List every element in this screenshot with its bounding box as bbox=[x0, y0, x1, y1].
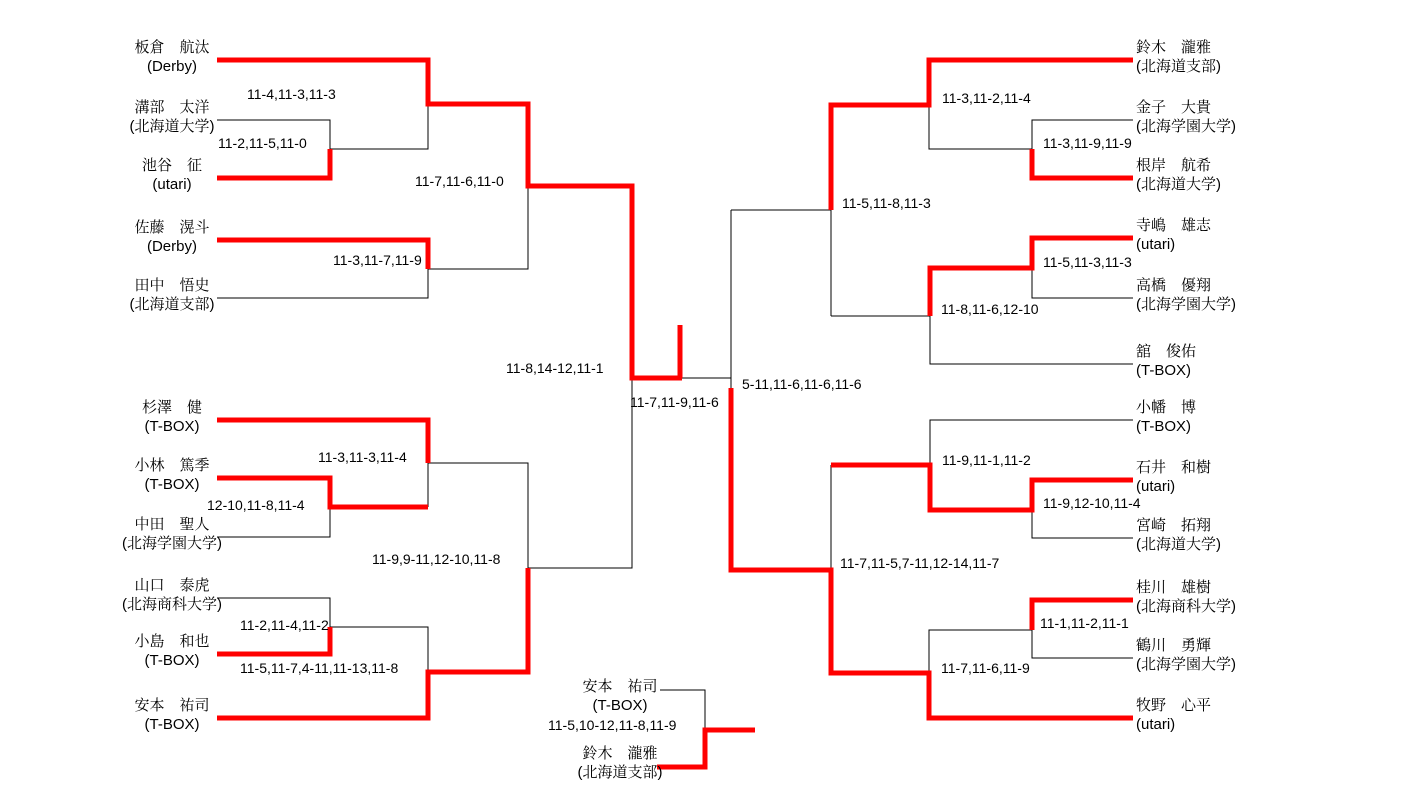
match-score: 11-9,9-11,12-10,11-8 bbox=[372, 551, 501, 567]
player-affiliation: (北海道大学) bbox=[1136, 536, 1221, 553]
player-name: 田中 悟史 bbox=[134, 277, 210, 294]
match-score: 11-1,11-2,11-1 bbox=[1040, 615, 1129, 631]
player-affiliation: (北海学園大学) bbox=[1136, 296, 1236, 313]
player-affiliation: (T-BOX) bbox=[144, 418, 200, 435]
player-affiliation: (北海道支部) bbox=[1136, 58, 1221, 75]
player-name: 鈴木 瀧雅 bbox=[1136, 39, 1212, 56]
player-affiliation: (北海道支部) bbox=[129, 296, 215, 313]
match-score: 11-7,11-6,11-0 bbox=[415, 173, 504, 189]
player-label bbox=[1136, 578, 1266, 616]
player-label bbox=[1136, 636, 1266, 674]
player-affiliation: (T-BOX) bbox=[1136, 418, 1191, 435]
player-label bbox=[92, 632, 252, 670]
player-label bbox=[92, 218, 252, 256]
player-label bbox=[1136, 156, 1266, 194]
player-name: 宮崎 拓翔 bbox=[1136, 517, 1212, 534]
match-score: 11-5,11-8,11-3 bbox=[842, 195, 931, 211]
player-affiliation: (北海学園大学) bbox=[1136, 118, 1236, 135]
player-label bbox=[1136, 98, 1266, 136]
player-label bbox=[1136, 516, 1266, 554]
player-affiliation: (北海商科大学) bbox=[122, 596, 222, 613]
player-label bbox=[92, 398, 252, 436]
player-affiliation: (北海学園大学) bbox=[122, 535, 222, 552]
player-name: 板倉 航汰 bbox=[134, 39, 210, 56]
player-label bbox=[1136, 696, 1266, 734]
player-label bbox=[92, 156, 252, 194]
match-score: 11-3,11-2,11-4 bbox=[942, 90, 1031, 106]
player-affiliation: (T-BOX) bbox=[144, 652, 200, 669]
player-name: 小林 篤季 bbox=[134, 457, 210, 474]
player-name: 寺嶋 雄志 bbox=[1136, 217, 1212, 234]
match-score: 11-5,11-3,11-3 bbox=[1043, 254, 1132, 270]
player-name: 小島 和也 bbox=[134, 633, 210, 650]
player-name: 鶴川 勇輝 bbox=[1136, 637, 1212, 654]
player-affiliation: (Derby) bbox=[146, 238, 197, 255]
match-score: 11-2,11-5,11-0 bbox=[218, 135, 307, 151]
player-affiliation: (utari) bbox=[152, 176, 192, 193]
player-affiliation: (T-BOX) bbox=[1136, 362, 1191, 379]
player-label bbox=[92, 515, 252, 553]
player-affiliation: (北海道支部) bbox=[577, 764, 663, 781]
third-place-player-top bbox=[545, 677, 695, 715]
match-score: 11-2,11-4,11-2 bbox=[240, 617, 329, 633]
match-score: 11-3,11-3,11-4 bbox=[318, 449, 407, 465]
player-name: 鈴木 瀧雅 bbox=[582, 745, 658, 762]
player-name: 根岸 航希 bbox=[1136, 157, 1212, 174]
player-label bbox=[1136, 458, 1266, 496]
match-score: 11-4,11-3,11-3 bbox=[247, 86, 336, 102]
player-name: 石井 和樹 bbox=[1136, 459, 1212, 476]
player-name: 佐藤 滉斗 bbox=[134, 219, 210, 236]
player-label bbox=[1136, 216, 1266, 254]
player-label bbox=[1136, 398, 1266, 436]
player-name: 杉澤 健 bbox=[141, 399, 202, 416]
player-label bbox=[92, 456, 252, 494]
match-score: 11-3,11-9,11-9 bbox=[1043, 135, 1132, 151]
player-affiliation: (utari) bbox=[1136, 716, 1176, 733]
player-affiliation: (北海道大学) bbox=[129, 118, 215, 135]
player-name: 小幡 博 bbox=[1136, 399, 1197, 416]
player-label bbox=[92, 576, 252, 614]
player-name: 舘 俊佑 bbox=[1136, 343, 1197, 360]
match-score: 5-11,11-6,11-6,11-6 bbox=[742, 376, 862, 392]
player-affiliation: (T-BOX) bbox=[144, 716, 200, 733]
player-label bbox=[92, 696, 252, 734]
match-score: 11-9,11-1,11-2 bbox=[942, 452, 1031, 468]
player-name: 金子 大貴 bbox=[1136, 99, 1212, 116]
player-name: 山口 泰虎 bbox=[134, 577, 210, 594]
player-label bbox=[1136, 38, 1266, 76]
match-score: 11-8,11-6,12-10 bbox=[941, 301, 1039, 317]
player-name: 牧野 心平 bbox=[1136, 697, 1212, 714]
match-score: 11-7,11-6,11-9 bbox=[941, 660, 1030, 676]
third-place-player-bottom bbox=[545, 744, 695, 782]
player-affiliation: (北海学園大学) bbox=[1136, 656, 1236, 673]
player-affiliation: (T-BOX) bbox=[592, 697, 648, 714]
player-affiliation: (北海道大学) bbox=[1136, 176, 1221, 193]
match-score: 11-5,11-7,4-11,11-13,11-8 bbox=[240, 660, 399, 676]
player-label bbox=[1136, 276, 1266, 314]
player-label bbox=[92, 276, 252, 314]
player-label bbox=[92, 98, 252, 136]
player-name: 桂川 雄樹 bbox=[1136, 579, 1212, 596]
player-affiliation: (北海商科大学) bbox=[1136, 598, 1236, 615]
player-name: 中田 聖人 bbox=[134, 516, 210, 533]
player-label bbox=[92, 38, 252, 76]
final-score: 11-7,11-9,11-6 bbox=[630, 394, 719, 410]
player-affiliation: (T-BOX) bbox=[144, 476, 200, 493]
player-name: 安本 祐司 bbox=[134, 697, 210, 714]
match-score: 12-10,11-8,11-4 bbox=[207, 497, 305, 513]
player-label bbox=[1136, 342, 1266, 380]
match-score: 11-7,11-5,7-11,12-14,11-7 bbox=[840, 555, 1000, 571]
player-name: 安本 祐司 bbox=[582, 678, 658, 695]
player-name: 溝部 太洋 bbox=[134, 99, 210, 116]
player-name: 高橋 優翔 bbox=[1136, 277, 1212, 294]
third-place-score: 11-5,10-12,11-8,11-9 bbox=[548, 717, 677, 733]
match-score: 11-9,12-10,11-4 bbox=[1043, 495, 1141, 511]
player-affiliation: (utari) bbox=[1136, 478, 1176, 495]
match-score: 11-3,11-7,11-9 bbox=[333, 252, 422, 268]
player-affiliation: (Derby) bbox=[146, 58, 197, 75]
player-name: 池谷 征 bbox=[141, 157, 202, 174]
player-affiliation: (utari) bbox=[1136, 236, 1176, 253]
match-score: 11-8,14-12,11-1 bbox=[506, 360, 604, 376]
